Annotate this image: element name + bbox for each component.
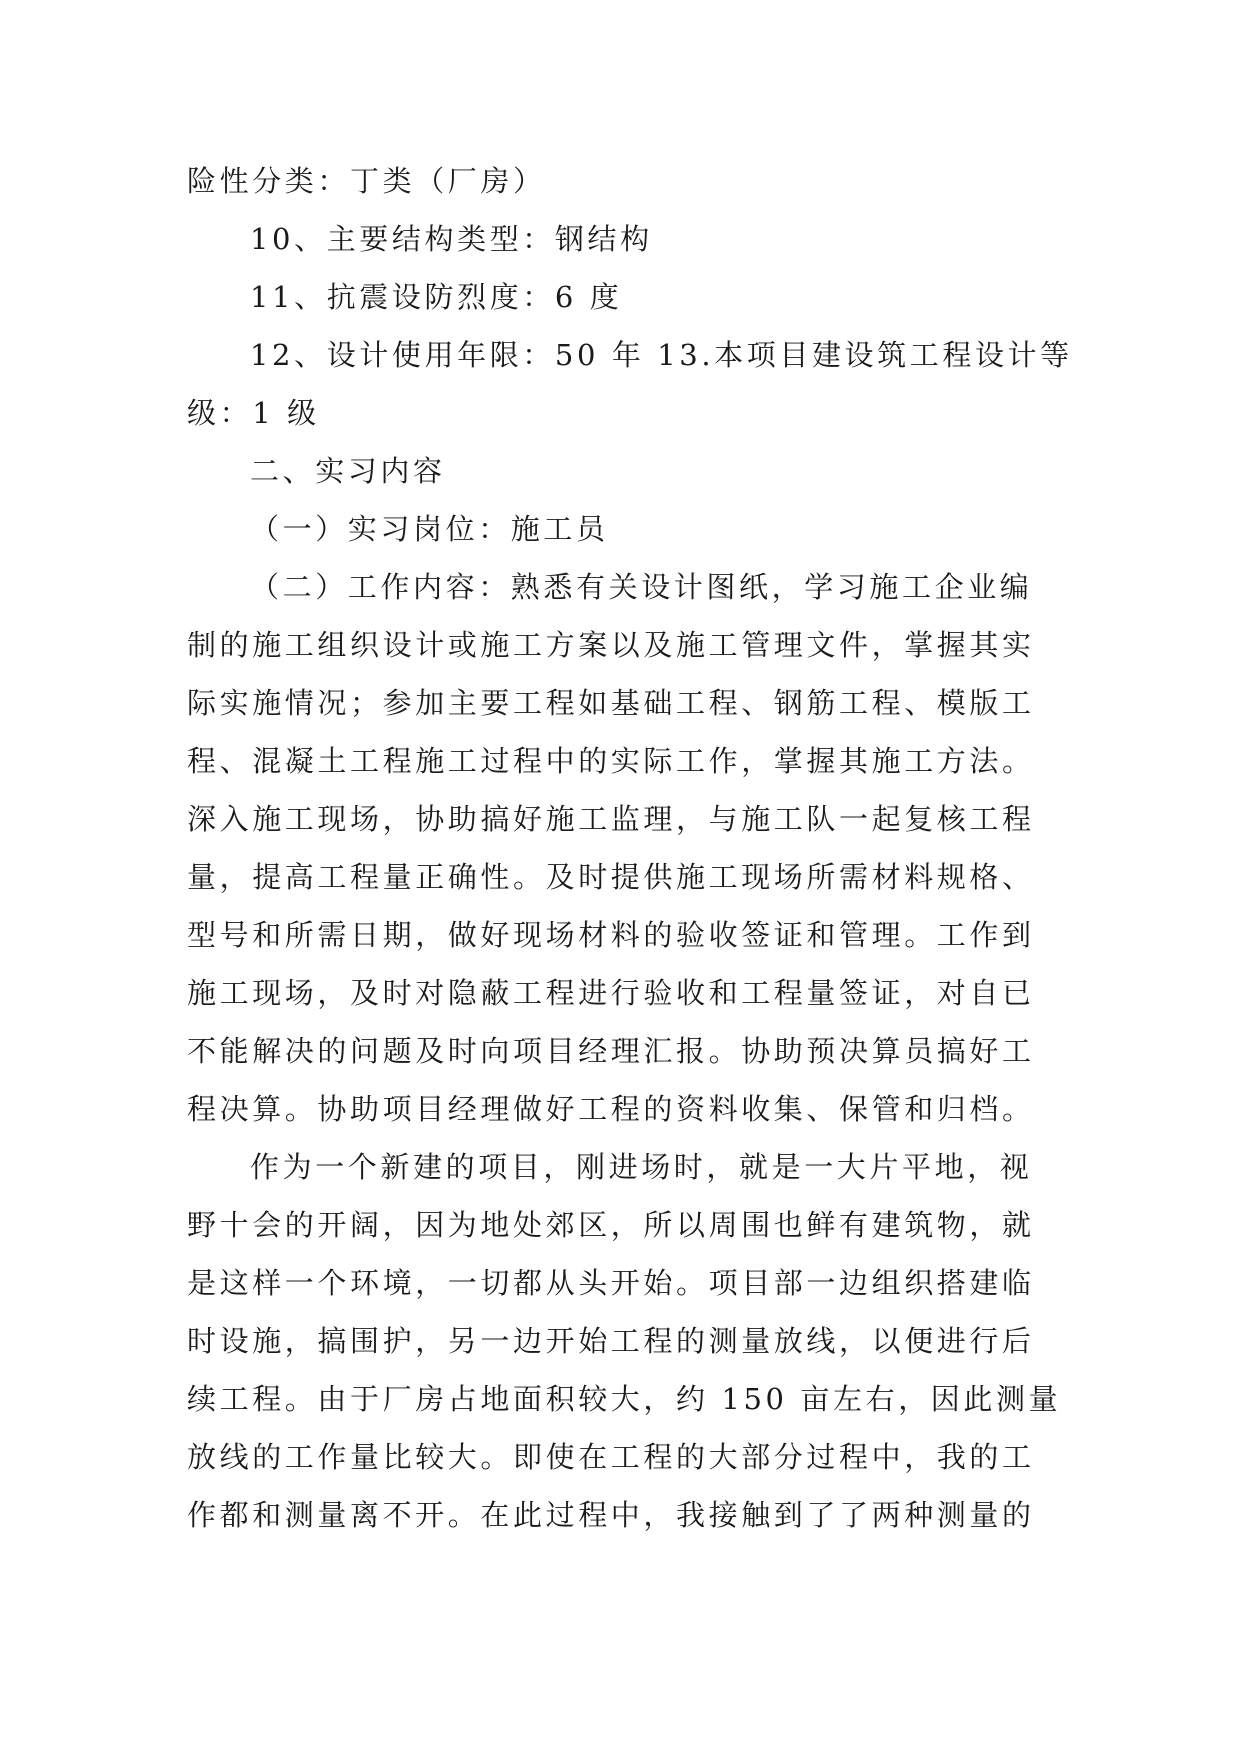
text-line: 施工现场，及时对隐蔽工程进行验收和工程量签证，对自已 <box>187 976 1035 1010</box>
text-line: 12、设计使用年限：50 年 13.本项目建设筑工程设计等 <box>250 338 1073 372</box>
text-line: 11、抗震设防烈度：6 度 <box>250 280 623 314</box>
text-line: 程、混凝土工程施工过程中的实际工作，掌握其施工方法。 <box>187 744 1035 778</box>
text-line: 放线的工作量比较大。即使在工程的大部分过程中，我的工 <box>187 1440 1035 1474</box>
text-line: 制的施工组织设计或施工方案以及施工管理文件，掌握其实 <box>187 628 1035 662</box>
document-body <box>187 152 1073 1544</box>
text-line: 量，提高工程量正确性。及时提供施工现场所需材料规格、 <box>187 860 1035 894</box>
text-line: （二）工作内容：熟悉有关设计图纸，学习施工企业编 <box>250 570 1033 604</box>
text-line: 型号和所需日期，做好现场材料的验收签证和管理。工作到 <box>187 918 1035 952</box>
text-line: 是这样一个环境，一切都从头开始。项目部一边组织搭建临 <box>187 1266 1035 1300</box>
section-heading: 二、实习内容 <box>250 454 446 488</box>
text-line: 际实施情况；参加主要工程如基础工程、钢筋工程、模版工 <box>187 686 1035 720</box>
text-line: 深入施工现场，协助搞好施工监理，与施工队一起复核工程 <box>187 802 1035 836</box>
text-line: 续工程。由于厂房占地面积较大，约 150 亩左右，因此测量 <box>187 1382 1062 1416</box>
text-line: 险性分类：丁类（厂房） <box>187 164 546 198</box>
text-line: 程决算。协助项目经理做好工程的资料收集、保管和归档。 <box>187 1092 1035 1126</box>
subsection-heading: （一）实习岗位：施工员 <box>250 512 609 546</box>
text-line: 野十会的开阔，因为地处郊区，所以周围也鲜有建筑物，就 <box>187 1208 1035 1242</box>
text-line: 不能解决的问题及时向项目经理汇报。协助预决算员搞好工 <box>187 1034 1035 1068</box>
text-line: 时设施，搞围护，另一边开始工程的测量放线，以便进行后 <box>187 1324 1035 1358</box>
text-line: 10、主要结构类型：钢结构 <box>250 222 653 256</box>
text-line: 作都和测量离不开。在此过程中，我接触到了了两种测量的 <box>187 1498 1035 1532</box>
text-line: 级：1 级 <box>187 396 320 430</box>
text-line: 作为一个新建的项目，刚进场时，就是一大片平地，视 <box>250 1150 1033 1184</box>
